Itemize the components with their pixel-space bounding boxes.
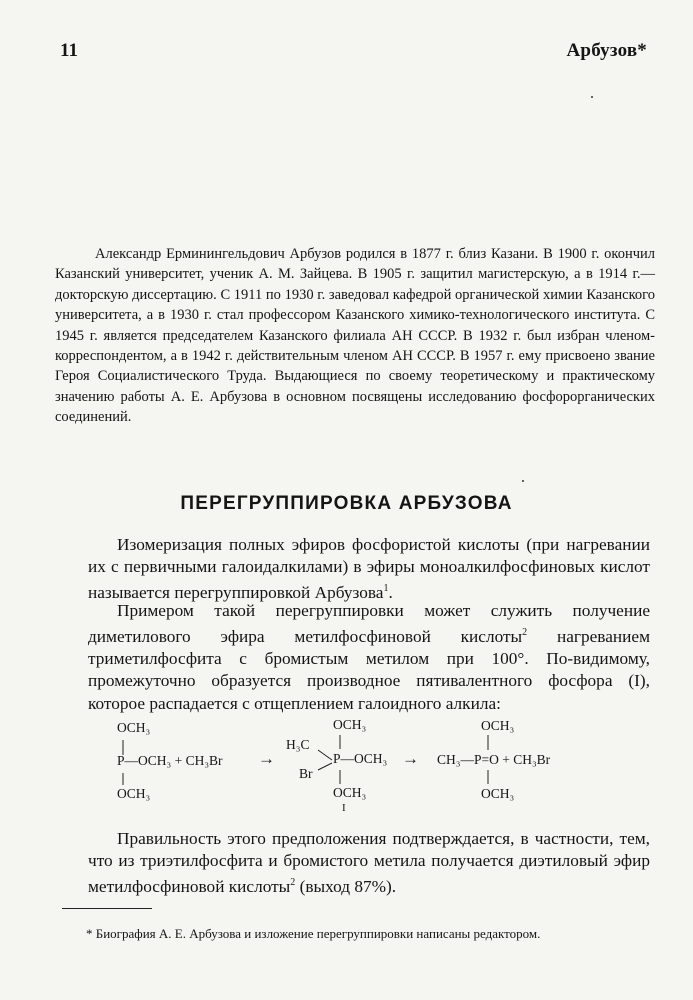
molecule-1-bottom-group: OCH₃ — [117, 786, 151, 801]
molecule-1-top-group: OCH₃ — [117, 720, 151, 735]
running-title: Арбузов* — [566, 40, 647, 61]
print-speck — [522, 480, 524, 482]
paragraph-example — [88, 600, 650, 715]
paragraph-text: (выход 87%). — [295, 877, 397, 897]
footnote: * Биография А. Е. Арбузова и изложение перегруппировки написаны редактором. — [86, 926, 541, 941]
reaction-scheme — [110, 713, 630, 813]
print-speck — [591, 96, 593, 98]
paragraph-definition — [88, 534, 650, 604]
paragraph-confirmation — [88, 828, 650, 898]
paragraph-text: Примером такой перегруппировки может служить получение диметилового эфира метилфосфиновой кислоты — [88, 601, 650, 646]
molecule-2-main: P—OCH₃ — [333, 751, 388, 766]
page-number: 11 — [60, 40, 78, 61]
molecule-2-top-group: OCH₃ — [333, 717, 367, 732]
paragraph-text: Изомеризация полных эфиров фосфористой кислоты (при нагревании их с первичными галоидалкилами) в эфиры моноалкилфосфиновых кислот называется перегруппировкой Арбузова — [88, 535, 650, 603]
section-title: ПЕРЕГРУППИРОВКА АРБУЗОВА — [180, 493, 513, 514]
reference-mark: 2 — [522, 627, 528, 639]
reference-mark: 2 — [290, 877, 296, 889]
paragraph-text: нагреванием триметилфосфита с бромистым метилом при 100°. По-видимому, промежуточно образуется производное пятивалентного фосфора (I), которое распадается с отщеплением галоидного алкила: — [88, 626, 651, 713]
molecule-3-bottom-group: OCH₃ — [481, 786, 515, 801]
paragraph-text: . — [388, 583, 393, 603]
reaction-arrow: → — [402, 749, 419, 768]
intermediate-label: I — [342, 802, 346, 814]
paragraph-text: Правильность этого предположения подтверждается, в частности, тем, что из триэтилфосфита и бромистого метила получается диэтиловый эфир метилфосфиновой кислоты — [88, 829, 650, 897]
footnote-divider — [62, 908, 152, 909]
molecule-2-methyl: H₃C — [286, 737, 310, 752]
molecule-3-top-group: OCH₃ — [481, 718, 515, 733]
molecule-1-main: P—OCH₃ + CH₃Br — [117, 753, 223, 768]
reference-mark: 1 — [383, 583, 389, 595]
molecule-2-bottom-group: OCH₃ — [333, 785, 367, 800]
molecule-2-bromine: Br — [299, 766, 313, 781]
biography-paragraph: Александр Ерминингельдович Арбузов родился в 1877 г. близ Казани. В 1900 г. окончил Казанский университет, ученик А. М. Зайцева. В 1905 г. защитил магистерскую, а в 1914 г.—докторскую диссертацию. С 1911 по 1930 г. заведовал кафедрой органической химии Казанского университета, а в 1930 г. стал профессором Казанского химико-технологического института. С 1945 г. является председателем Казанского филиала АН СССР. В 1932 г. был избран членом-корреспондентом, а в 1942 г. действительным членом АН СССР. В 1957 г. ему присвоено звание Героя Социалистического Труда. Выдающиеся по своему теоретическому и практическому значению работы А. Е. Арбузова в основном посвящены исследованию фосфорорганических соединений. — [55, 246, 655, 426]
reaction-arrow: → — [258, 749, 275, 768]
molecule-3-main: CH₃—P=O + CH₃Br — [437, 752, 551, 767]
